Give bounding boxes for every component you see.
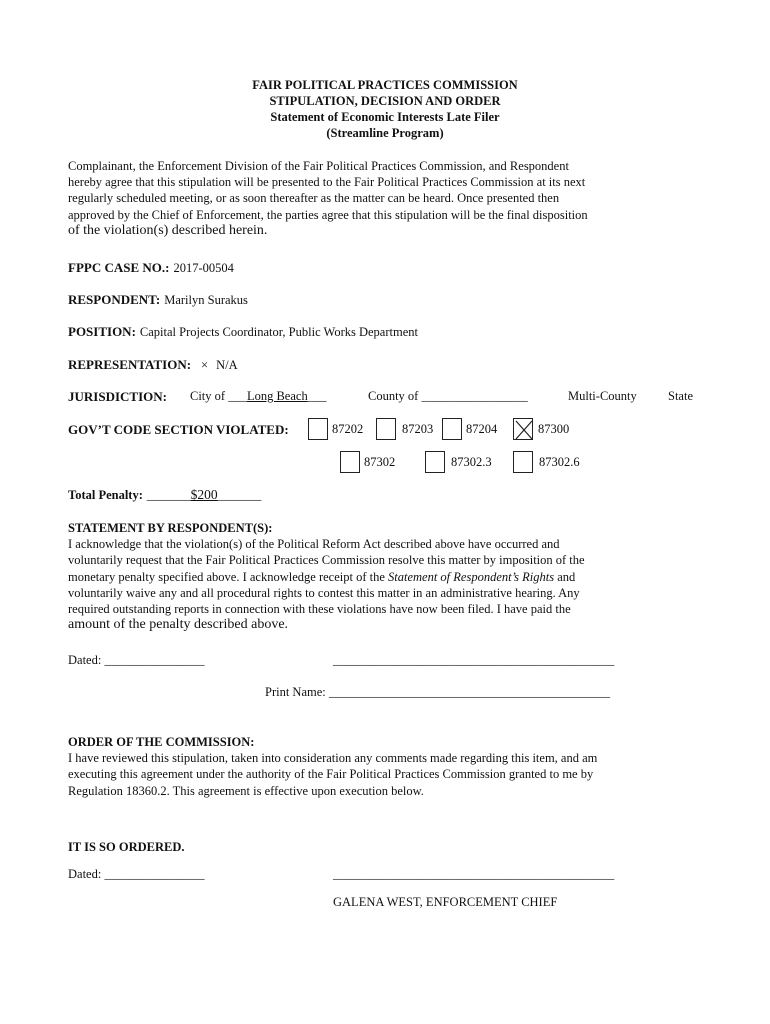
statement-text: and [554,569,576,584]
penalty-field[interactable] [147,488,262,502]
intro-line: of the violation(s) described herein. [68,222,268,238]
statement-section [68,520,668,633]
intro-line: regularly scheduled meeting, or as soon thereafter as the matter can be heard. Once presented then [68,191,560,206]
code-87203: 87203 [402,422,434,436]
order-section [68,734,668,799]
position-row [68,323,418,341]
representation-row [68,356,238,374]
intro-line: hereby agree that this stipulation will be presented to the Fair Political Practices Commission at its next [68,175,586,190]
representation-label: REPRESENTATION: [68,357,192,372]
chief-signature-line[interactable]: _____________________________________________ [333,867,615,881]
penalty-prefix: _______ [146,488,191,502]
jurisdiction-multi-county[interactable]: Multi-County [568,389,637,403]
case-number-value[interactable]: 2017-00504 [173,261,234,275]
checkbox-87302[interactable] [340,451,360,473]
statement-line: amount of the penalty described above. [68,617,289,633]
respondent-signature-line[interactable]: _____________________________________________ [333,653,615,667]
title-statement: Statement of Economic Interests Late Filer [270,110,500,124]
title-commission: FAIR POLITICAL PRACTICES COMMISSION [252,78,518,92]
intro-paragraph [68,158,668,239]
penalty-row [68,486,261,504]
statement-line: I acknowledge that the violation(s) of the Political Reform Act described above have occurred and [68,537,560,552]
checkbox-87204[interactable] [442,418,462,440]
statement-line [68,569,668,585]
check-x-icon [514,419,534,441]
jurisdiction-state[interactable]: State [668,389,693,403]
respondent-dated-field[interactable]: Dated: ________________ [68,653,205,667]
intro-line: approved by the Chief of Enforcement, the parties agree that this stipulation will be the final disposition [68,207,588,222]
intro-line: Complainant, the Enforcement Division of the Fair Political Practices Commission, and Respondent [68,159,569,173]
document-title [0,77,770,141]
city-value: Long Beach [246,389,308,403]
jurisdiction-label: JURISDICTION: [68,389,167,404]
statement-heading: STATEMENT BY RESPONDENT(S): [68,521,273,535]
position-label: POSITION: [68,324,136,339]
order-line: executing this agreement under the authority of the Fair Political Practices Commission granted to me by [68,767,594,782]
position-value[interactable]: Capital Projects Coordinator, Public Works Department [139,325,418,339]
code-87204: 87204 [466,422,498,436]
order-heading: ORDER OF THE COMMISSION: [68,735,255,749]
statement-line: required outstanding reports in connection with these violations have now been filed. I have paid the [68,602,571,617]
code-87302-6: 87302.6 [539,455,580,469]
checkbox-87300[interactable] [513,418,533,440]
gov-code-label: GOV’T CODE SECTION VIOLATED: [68,422,289,437]
statement-text: monetary penalty specified above. I acknowledge receipt of the [68,569,389,584]
statement-line: voluntarily waive any and all procedural rights to contest this matter in an administrative hearing. Any [68,585,580,600]
jurisdiction-county[interactable]: County of _________________ [368,389,528,403]
checkbox-87203[interactable] [376,418,396,440]
signer-name: GALENA WEST, ENFORCEMENT CHIEF [333,895,558,909]
representation-mark[interactable]: × [201,358,209,372]
respondent-row [68,291,248,309]
checkbox-87202[interactable] [308,418,328,440]
checkbox-87302-6[interactable] [513,451,533,473]
city-prefix: City of ___ [190,389,247,403]
code-87300: 87300 [538,422,570,436]
so-ordered-heading: IT IS SO ORDERED. [68,840,185,854]
order-line: I have reviewed this stipulation, taken into consideration any comments made regarding this item, and am [68,751,598,766]
code-87302: 87302 [364,455,396,469]
title-program: (Streamline Program) [326,126,444,140]
respondent-label: RESPONDENT: [68,292,161,307]
statement-line: voluntarily request that the Fair Political Practices Commission resolve this matter by imposition of the [68,553,585,568]
print-name-field[interactable]: Print Name: _____________________________________________ [265,685,611,699]
checkbox-87302-3[interactable] [425,451,445,473]
penalty-value: $200 [190,487,218,502]
rights-title: Statement of Respondent’s Rights [388,569,555,584]
code-87302-3: 87302.3 [451,455,492,469]
city-suffix: ___ [307,389,327,403]
respondent-value[interactable]: Marilyn Surakus [164,293,248,307]
jurisdiction-city[interactable] [190,389,326,404]
order-line: Regulation 18360.2. This agreement is effective upon execution below. [68,783,424,798]
case-number-row [68,259,234,277]
penalty-label: Total Penalty: [68,488,143,502]
code-87202: 87202 [332,422,364,436]
chief-dated-field[interactable]: Dated: ________________ [68,867,205,881]
penalty-suffix: _______ [217,488,262,502]
case-number-label: FPPC CASE NO.: [68,260,170,275]
representation-value: N/A [216,358,238,372]
title-stipulation: STIPULATION, DECISION AND ORDER [269,94,501,108]
